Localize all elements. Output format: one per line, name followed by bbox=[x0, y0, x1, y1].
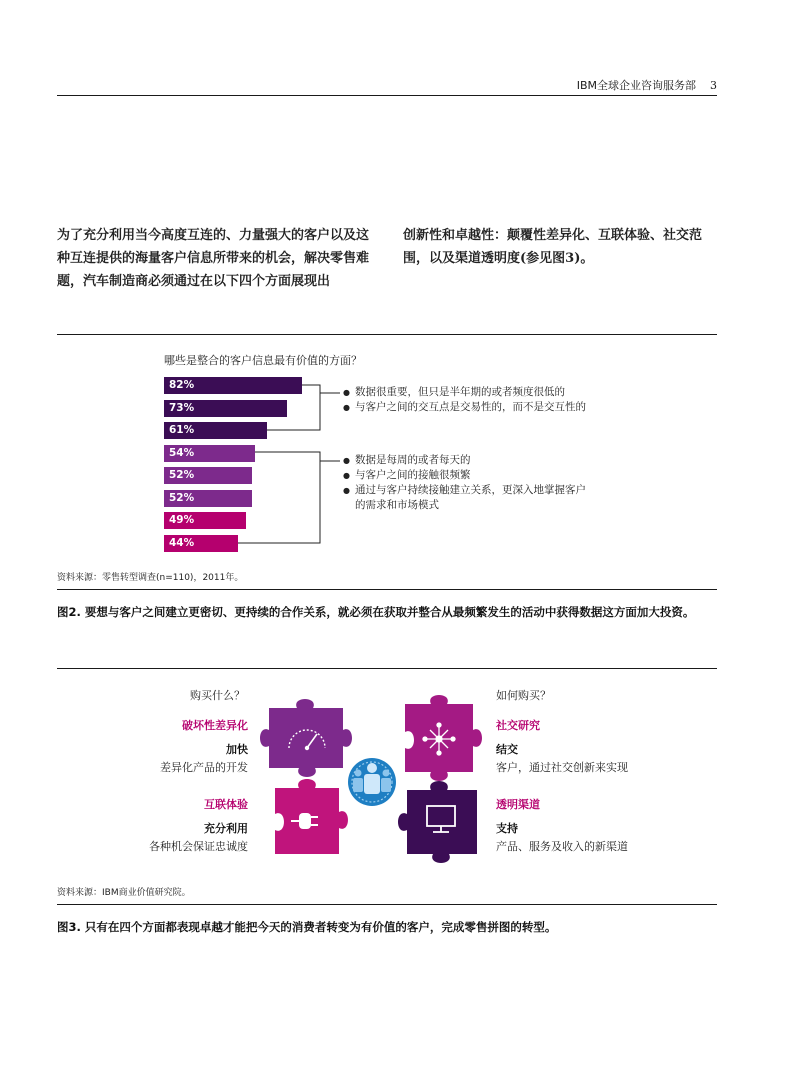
br-bold: 支持 bbox=[496, 822, 518, 835]
puzzle-piece-br bbox=[398, 781, 477, 863]
tr-bold: 结交 bbox=[496, 743, 518, 756]
intro-right-column: 创新性和卓越性：颠覆性差异化、互联体验、社交范围，以及渠道透明度(参见图3)。 bbox=[403, 228, 703, 266]
fig3-tr-text bbox=[496, 717, 628, 775]
people-icon bbox=[348, 758, 396, 806]
puzzle-graphic bbox=[255, 690, 485, 865]
bar-label: 52% bbox=[169, 491, 195, 504]
fig3-left-heading: 购买什么？ bbox=[190, 689, 245, 702]
bullet-item: ● 数据很重要，但只是半年期的或者频度很低的 bbox=[343, 385, 586, 400]
fig3-right-heading: 如何购买？ bbox=[496, 689, 551, 702]
figure3-caption: 图3. 只有在四个方面都表现卓越才能把今天的消费者转变为有价值的客户，完成零售拼图的转型。 bbox=[57, 920, 557, 934]
bullet-item-continuation: 的需求和市场模式 bbox=[355, 499, 439, 511]
tr-title: 社交研究 bbox=[496, 719, 540, 732]
fig3-bl-text bbox=[149, 796, 248, 854]
bullet-item: ● 与客户之间的交互点是交易性的，而不是交互性的 bbox=[343, 400, 586, 415]
fig3-br-text bbox=[496, 796, 628, 854]
header-title: IBM全球企业咨询服务部 bbox=[576, 79, 696, 92]
figure2-source: 资料来源：零售转型调查(n=110)，2011年。 bbox=[57, 573, 244, 583]
figure3-source: 资料来源：IBM商业价值研究院。 bbox=[57, 888, 191, 898]
tr-text: 客户，通过社交创新来实现 bbox=[496, 761, 628, 774]
figure3-caption-rule bbox=[57, 904, 717, 905]
page-number: 3 bbox=[710, 79, 717, 92]
puzzle-piece-tl bbox=[260, 699, 352, 777]
bar-label: 44% bbox=[169, 536, 195, 549]
bl-text: 各种机会保证忠诚度 bbox=[149, 840, 248, 853]
bar-label: 52% bbox=[169, 469, 195, 481]
figure3-top-rule bbox=[57, 668, 717, 669]
figure2-caption: 图2. 要想与客户之间建立更密切、更持续的合作关系，就必须在获取并整合从最频繁发生的活动中获得数据这方面加大投资。 bbox=[57, 605, 695, 619]
bar-label: 49% bbox=[169, 514, 195, 526]
tl-bold: 加快 bbox=[226, 743, 248, 756]
br-title: 透明渠道 bbox=[496, 798, 540, 811]
bar-label: 82% bbox=[169, 379, 195, 391]
bracket-group2 bbox=[238, 452, 320, 543]
bl-title: 互联体验 bbox=[204, 798, 248, 811]
br-text: 产品、服务及收入的新渠道 bbox=[496, 840, 628, 853]
tl-title: 破坏性差异化 bbox=[182, 719, 248, 732]
figure2-question: 哪些是整合的客户信息最有价值的方面？ bbox=[164, 354, 362, 367]
puzzle-piece-bl bbox=[275, 779, 348, 854]
bracket-group1 bbox=[267, 385, 320, 430]
bar-label: 73% bbox=[169, 401, 195, 414]
bullet-item: ● 通过与客户持续接触建立关系，更深入地掌握客户 bbox=[343, 483, 586, 498]
tl-text: 差异化产品的开发 bbox=[160, 761, 248, 774]
figure2-caption-rule bbox=[57, 589, 717, 590]
group2-bullets bbox=[343, 453, 586, 513]
bullet-item: ● 数据是每周的或者每天的 bbox=[343, 453, 586, 468]
bar-label: 54% bbox=[169, 446, 195, 459]
bl-bold: 充分利用 bbox=[204, 822, 248, 835]
fig3-tl-text bbox=[160, 717, 248, 775]
bar-label: 61% bbox=[169, 424, 195, 436]
intro-left-column: 为了充分利用当今高度互连的、力量强大的客户以及这种互连提供的海量客户信息所带来的机会，解决零售难题，汽车制造商必须通过在以下四个方面展现出 bbox=[57, 228, 370, 289]
bullet-item: ● 与客户之间的接触很频繁 bbox=[343, 468, 586, 483]
group1-bullets bbox=[343, 385, 586, 415]
puzzle-piece-tr bbox=[405, 695, 482, 781]
